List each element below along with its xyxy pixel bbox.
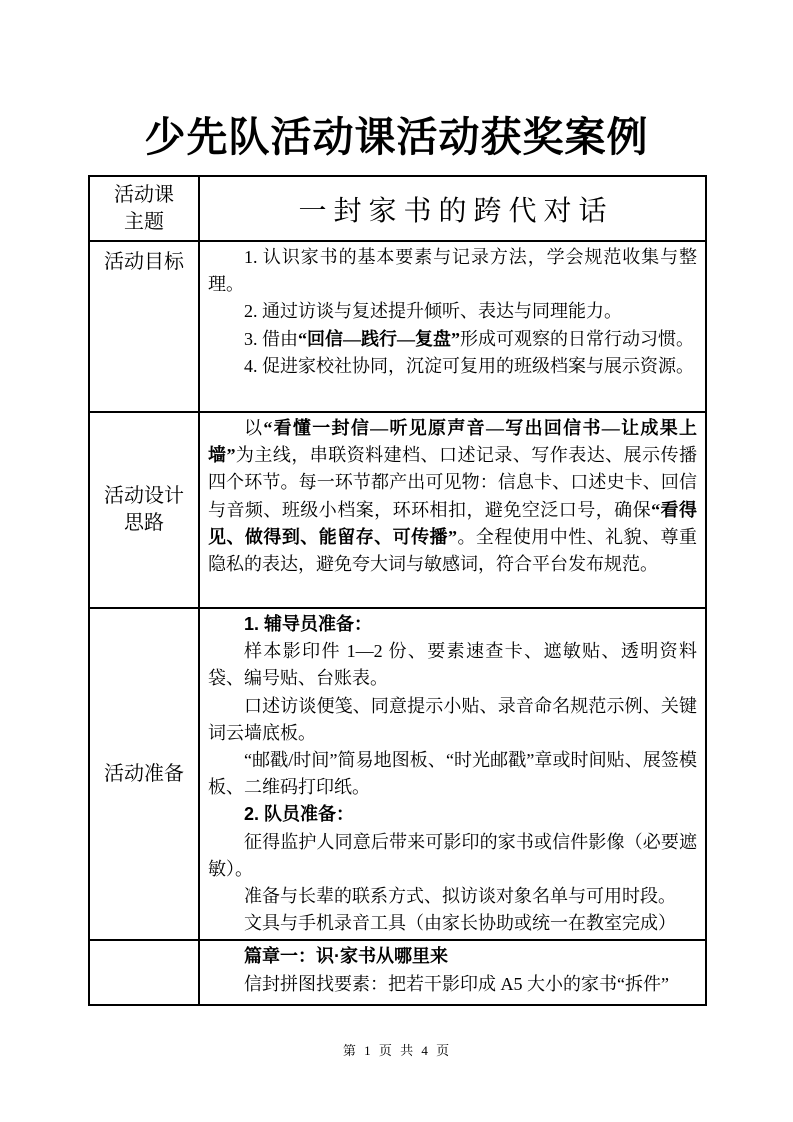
text-run: 4. 促进家校社协同，沉淀可复用的班级档案与展示资源。 xyxy=(244,355,694,376)
row-header-topic xyxy=(89,176,199,241)
text-run: 3. 借由 xyxy=(244,328,298,349)
text-run: “看懂一封信—听见原声音—写出回信书—让成果上墙” xyxy=(208,418,698,466)
paragraph xyxy=(208,883,697,910)
table-row-goals xyxy=(89,241,706,412)
text-run: 为主线，串联资料建档、口述记录、写作表达、展示传播四个环节。每一环节都产出可见物：信息卡、口述史卡、回信与音频、班级小档案，环环相扣，避免空泛口号，确保 xyxy=(208,445,698,520)
paragraph xyxy=(208,611,697,638)
row-header-line: 主题 xyxy=(124,210,164,233)
paragraph xyxy=(208,244,697,298)
paragraph xyxy=(208,829,697,883)
row-header-empty xyxy=(89,940,199,1005)
topic-value: 一封家书的跨代对话 xyxy=(199,176,706,241)
text-run: 1. 辅导员准备： xyxy=(244,614,373,634)
document-title: 少先队活动课活动获奖案例 xyxy=(144,114,649,160)
text-run: “看得见、做得到、能留存、可传播” xyxy=(208,499,698,547)
case-info-table xyxy=(88,175,707,1006)
paragraph xyxy=(208,971,697,998)
text-run: 信封拼图找要素：把若干影印成 A5 大小的家书“拆件” xyxy=(244,973,669,994)
table-row-topic xyxy=(89,176,706,241)
text-run: 文具与手机录音工具（由家长协助或统一在教室完成） xyxy=(244,913,676,934)
prep-cell xyxy=(199,608,706,940)
text-run: 。全程使用中性、礼貌、尊重隐私的表达，避免夸大词与敏感词，符合平台发布规范。 xyxy=(208,526,697,575)
paragraph xyxy=(208,638,697,692)
table-row-prep xyxy=(89,608,706,940)
paragraph xyxy=(208,693,697,747)
design-cell xyxy=(199,412,706,608)
row-header-line: 思路 xyxy=(124,512,164,534)
text-run: 篇章一：识·家书从哪里来 xyxy=(244,946,448,967)
text-run: 2. 通过访谈与复述提升倾听、表达与同理能力。 xyxy=(244,301,622,322)
table-row-chapter xyxy=(89,940,706,1005)
row-header-line: 活动目标 xyxy=(104,251,184,273)
row-header-line: 活动准备 xyxy=(104,762,184,785)
text-run: 形成可观察的日常行动习惯。 xyxy=(460,328,694,349)
text-run: “邮戳/时间”简易地图板、“时光邮戳”章或时间贴、展签模板、二维码打印纸。 xyxy=(208,750,697,798)
text-run: 准备与长辈的联系方式、拟访谈对象名单与可用时段。 xyxy=(244,886,676,907)
paragraph xyxy=(208,747,697,801)
text-run: 口述访谈便笺、同意提示小贴、录音命名规范示例、关键词云墙底板。 xyxy=(208,695,697,743)
page-footer: 第 1 页 共 4 页 xyxy=(342,1043,451,1058)
row-header-line: 活动设计 xyxy=(104,485,184,507)
text-run: 样本影印件 1—2 份、要素速查卡、遮敏贴、透明资料袋、编号贴、台账表。 xyxy=(208,641,697,689)
paragraph xyxy=(208,353,697,380)
paragraph xyxy=(208,910,697,937)
paragraph xyxy=(208,298,697,325)
text-run: 征得监护人同意后带来可影印的家书或信件影像（必要遮敏）。 xyxy=(208,831,697,879)
row-header-line: 活动课 xyxy=(114,183,174,206)
row-header-goals xyxy=(89,241,199,412)
text-run: 2. 队员准备： xyxy=(244,804,355,825)
paragraph xyxy=(208,326,697,353)
table-row-design xyxy=(89,412,706,608)
row-header-prep xyxy=(89,608,199,940)
paragraph xyxy=(208,415,697,578)
text-run: 1. 认识家书的基本要素与记录方法，学会规范收集与整理。 xyxy=(208,247,697,295)
paragraph xyxy=(208,801,697,828)
text-run: “回信—践行—复盘” xyxy=(298,328,460,349)
paragraph xyxy=(208,943,697,970)
text-run: 以 xyxy=(244,418,264,438)
chapter-cell xyxy=(199,940,706,1005)
row-header-design xyxy=(89,412,199,608)
goals-cell xyxy=(199,241,706,412)
